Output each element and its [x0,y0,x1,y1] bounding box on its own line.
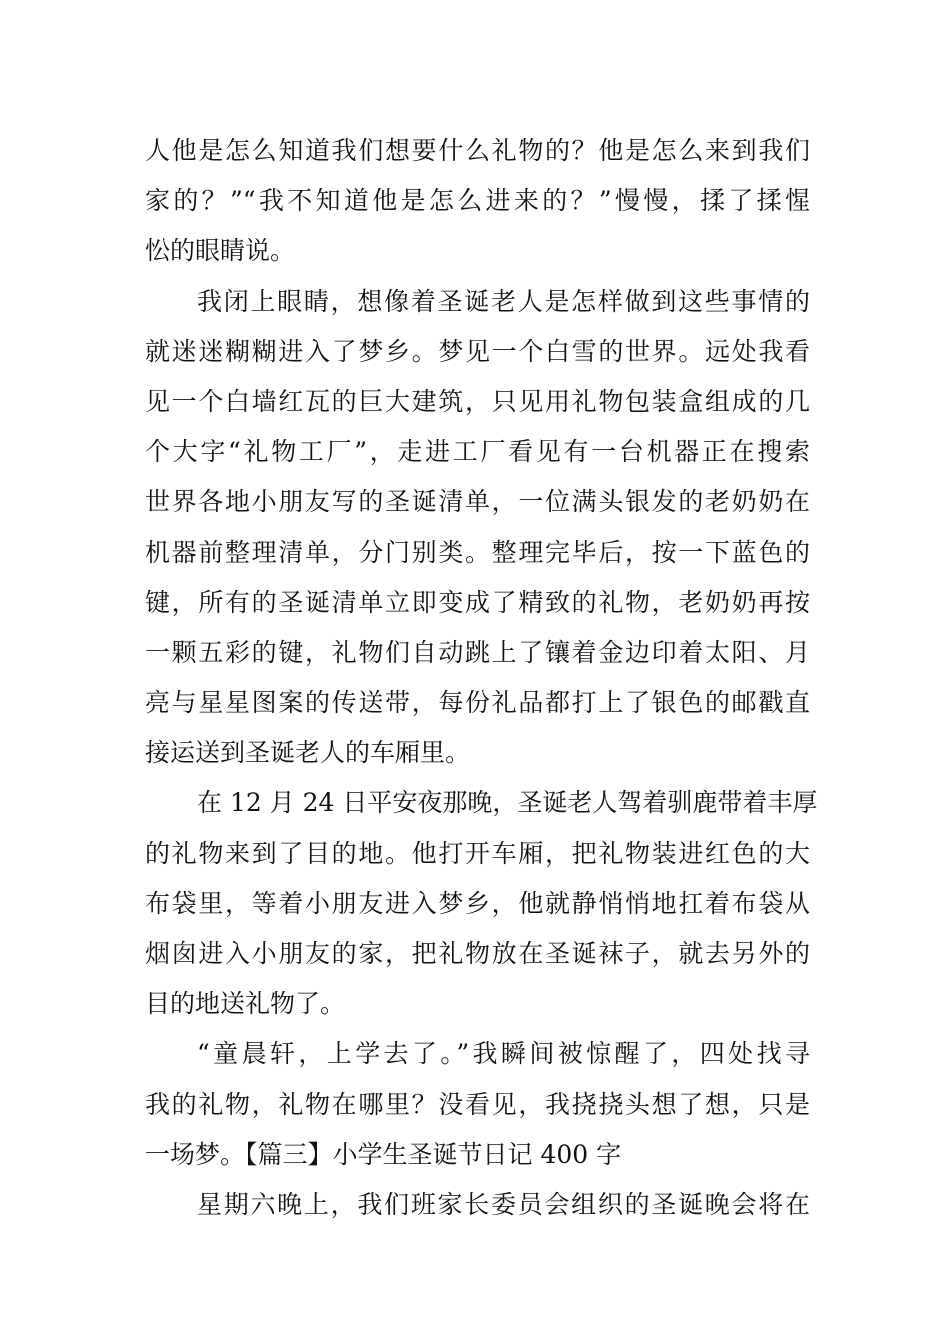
text-line: 接运送到圣诞老人的车厢里。 [145,738,471,768]
text-line: 键，所有的圣诞清单立即变成了精致的礼物，老奶奶再按 [145,587,810,617]
text-line: 个大字“礼物工厂”，走进工厂看见有一台机器正在搜索 [145,437,810,467]
text-line: 一颗五彩的键，礼物们自动跳上了镶着金边印着太阳、月 [145,637,810,667]
text-line: 一场梦。【篇三】小学生圣诞节日记 400 字 [145,1139,622,1169]
text-line: 世界各地小朋友写的圣诞清单，一位满头银发的老奶奶在 [145,487,810,517]
text-line: 的礼物来到了目的地。他打开车厢，把礼物装进红色的大 [145,838,810,868]
text-line: 星期六晚上，我们班家长委员会组织的圣诞晚会将在 [197,1189,810,1219]
text-line: 见一个白墙红瓦的巨大建筑，只见用礼物包装盒组成的几 [145,386,810,416]
text-line: 就迷迷糊糊进入了梦乡。梦见一个白雪的世界。远处我看 [145,336,810,366]
text-line: 我闭上眼睛，想像着圣诞老人是怎样做到这些事情的 [197,286,810,316]
text-line: 亮与星星图案的传送带，每份礼品都打上了银色的邮戳直 [145,688,810,718]
text-line: 机器前整理清单，分门别类。整理完毕后，按一下蓝色的 [145,537,810,567]
text-line: 布袋里，等着小朋友进入梦乡，他就静悄悄地扛着布袋从 [145,888,810,918]
text-line: 我的礼物，礼物在哪里？没看见，我挠挠头想了想，只是 [145,1089,810,1119]
text-line: “童晨轩，上学去了。”我瞬间被惊醒了，四处找寻 [197,1039,810,1069]
text-line: 家的？”“我不知道他是怎么进来的？”慢慢，揉了揉惺 [145,186,810,216]
text-line: 目的地送礼物了。 [145,989,346,1019]
text-line: 在 12 月 24 日平安夜那晚，圣诞老人驾着驯鹿带着丰厚 [197,788,818,818]
text-line: 烟囱进入小朋友的家，把礼物放在圣诞袜子，就去另外的 [145,939,810,968]
text-line: 人他是怎么知道我们想要什么礼物的？他是怎么来到我们 [145,136,810,165]
document-body [145,126,818,1230]
text-line: 忪的眼睛说。 [145,236,296,266]
